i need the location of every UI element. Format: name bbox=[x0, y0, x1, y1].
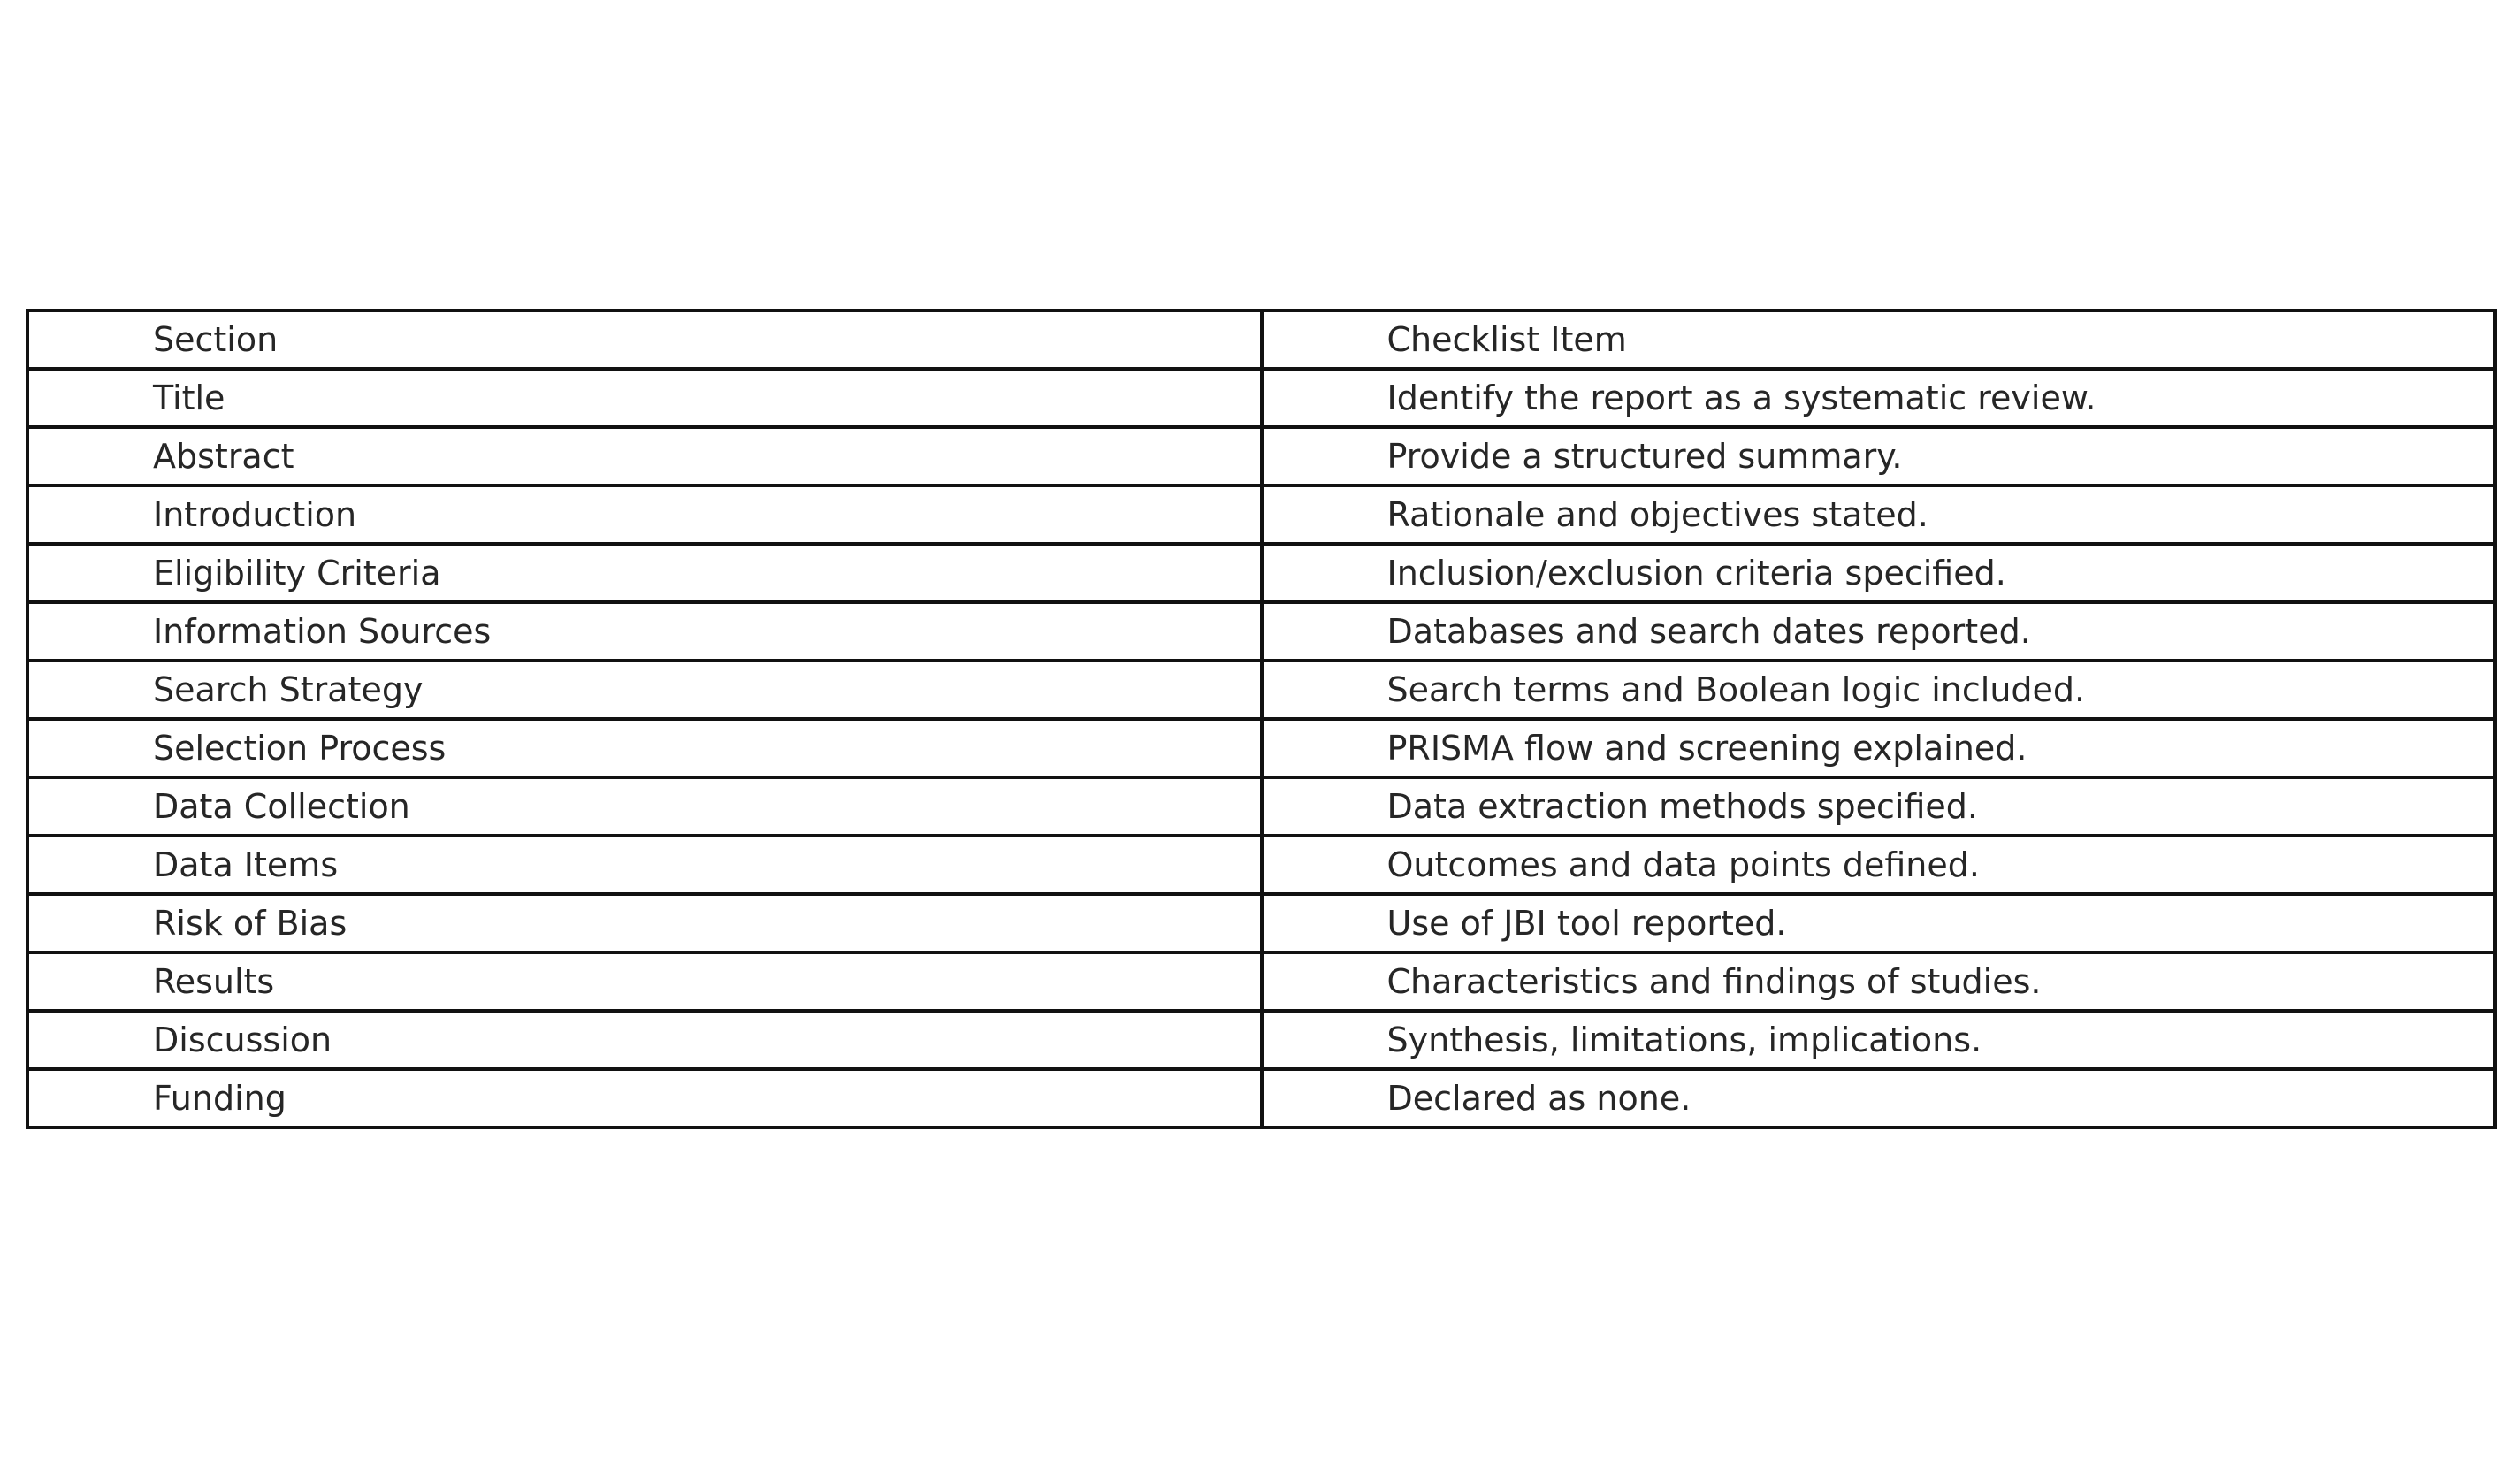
header-section: Section bbox=[27, 310, 1262, 369]
row-section: Results bbox=[27, 952, 1262, 1011]
row-section: Data Items bbox=[27, 836, 1262, 894]
table-row bbox=[27, 1069, 2495, 1128]
table-header-row bbox=[27, 310, 2495, 369]
row-checklist-item: Rationale and objectives stated. bbox=[1262, 485, 2496, 544]
row-checklist-item: Outcomes and data points defined. bbox=[1262, 836, 2496, 894]
table-row bbox=[27, 369, 2495, 427]
row-section: Funding bbox=[27, 1069, 1262, 1128]
row-checklist-item: Identify the report as a systematic review. bbox=[1262, 369, 2496, 427]
table-row bbox=[27, 719, 2495, 777]
row-checklist-item: Characteristics and findings of studies. bbox=[1262, 952, 2496, 1011]
checklist-table-container bbox=[26, 309, 2497, 1129]
row-checklist-item: Provide a structured summary. bbox=[1262, 427, 2496, 485]
table-row bbox=[27, 427, 2495, 485]
row-checklist-item: Use of JBI tool reported. bbox=[1262, 894, 2496, 952]
table-row bbox=[27, 661, 2495, 719]
table-row bbox=[27, 836, 2495, 894]
table-row bbox=[27, 485, 2495, 544]
row-section: Selection Process bbox=[27, 719, 1262, 777]
row-checklist-item: Inclusion/exclusion criteria specified. bbox=[1262, 544, 2496, 602]
table-row bbox=[27, 602, 2495, 661]
row-section: Title bbox=[27, 369, 1262, 427]
row-section: Risk of Bias bbox=[27, 894, 1262, 952]
row-checklist-item: Search terms and Boolean logic included. bbox=[1262, 661, 2496, 719]
row-checklist-item: PRISMA flow and screening explained. bbox=[1262, 719, 2496, 777]
header-checklist-item: Checklist Item bbox=[1262, 310, 2496, 369]
table-row bbox=[27, 894, 2495, 952]
row-section: Introduction bbox=[27, 485, 1262, 544]
row-checklist-item: Databases and search dates reported. bbox=[1262, 602, 2496, 661]
row-section: Search Strategy bbox=[27, 661, 1262, 719]
row-section: Information Sources bbox=[27, 602, 1262, 661]
table-row bbox=[27, 952, 2495, 1011]
table-row bbox=[27, 1011, 2495, 1069]
row-section: Data Collection bbox=[27, 777, 1262, 836]
row-section: Discussion bbox=[27, 1011, 1262, 1069]
table-row bbox=[27, 777, 2495, 836]
row-section: Eligibility Criteria bbox=[27, 544, 1262, 602]
row-checklist-item: Declared as none. bbox=[1262, 1069, 2496, 1128]
row-checklist-item: Data extraction methods specified. bbox=[1262, 777, 2496, 836]
checklist-table bbox=[26, 309, 2497, 1129]
table-row bbox=[27, 544, 2495, 602]
row-section: Abstract bbox=[27, 427, 1262, 485]
row-checklist-item: Synthesis, limitations, implications. bbox=[1262, 1011, 2496, 1069]
